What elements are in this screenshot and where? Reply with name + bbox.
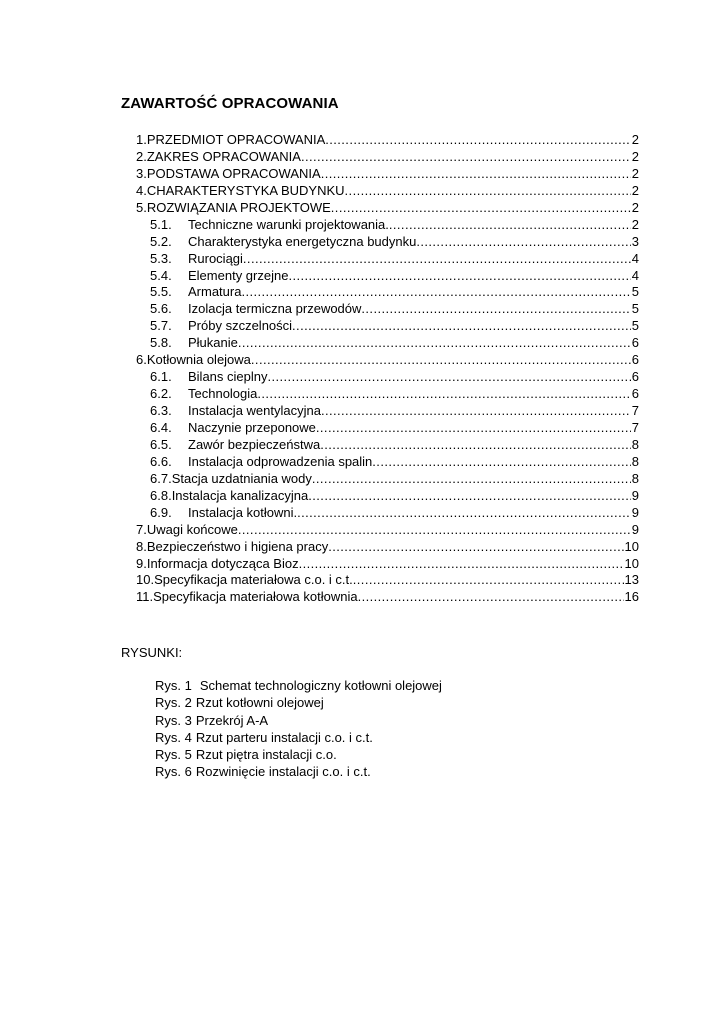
toc-entry-title: Armatura [188, 284, 242, 300]
toc-entry-title: Instalacja wentylacyjna [188, 403, 321, 419]
toc-entry[interactable] [136, 588, 639, 605]
toc-dot-leader [251, 351, 631, 368]
drawing-entry [155, 729, 442, 746]
toc-entry-page: 6 [631, 352, 639, 368]
toc-entry-title: PRZEDMIOT OPRACOWANIA [146, 132, 326, 147]
toc-dot-leader [358, 588, 624, 605]
toc-entry-title: Informacja dotycząca Bioz [146, 555, 299, 571]
toc-dot-leader [328, 538, 623, 555]
toc-entry-title: Charakterystyka energetyczna budynku [188, 233, 417, 249]
toc-entry-title: Techniczne warunki projektowania. [188, 216, 389, 232]
toc-entry-number: 4. [136, 182, 147, 198]
drawing-label: Rys. 4 [155, 729, 192, 745]
drawing-entry [155, 712, 442, 729]
toc-entry-page: 9 [631, 504, 639, 520]
toc-entry-number: 6.3. [150, 403, 172, 419]
toc-dot-leader [316, 419, 631, 436]
toc-dot-leader [297, 504, 631, 521]
toc-dot-leader [268, 368, 631, 385]
toc-dot-leader [345, 182, 631, 199]
toc-entry[interactable] [136, 351, 639, 368]
drawing-label: Rys. 3 [155, 712, 192, 728]
toc-entry[interactable] [150, 504, 639, 521]
toc-entry-page: 10 [624, 555, 639, 571]
toc-entry[interactable] [136, 131, 639, 148]
toc-entry-title: Rurociągi [188, 250, 243, 266]
toc-entry-title: Elementy grzejne [188, 267, 289, 283]
toc-entry-number: 5.2. [150, 233, 172, 249]
toc-entry-title: Próby szczelności [188, 318, 293, 334]
toc-entry-title: Naczynie przeponowe [188, 419, 316, 435]
toc-dot-leader [288, 267, 630, 284]
toc-entry-page: 2 [631, 132, 639, 147]
toc-dot-leader [389, 216, 631, 233]
toc-entry-title: PODSTAWA OPRACOWANIA [146, 165, 321, 181]
toc-entry-number: 6.2. [150, 386, 172, 402]
toc-entry-number: 5.7. [150, 318, 172, 334]
toc-entry-page: 9 [631, 521, 639, 537]
toc-entry-page: 8 [631, 453, 639, 469]
drawings-heading: RYSUNKI: [121, 645, 183, 660]
toc-entry[interactable] [136, 521, 639, 538]
toc-entry[interactable] [150, 419, 639, 436]
toc-entry-number: 6.7. [150, 470, 172, 486]
toc-dot-leader [292, 317, 631, 334]
toc-dot-leader [321, 165, 631, 182]
toc-entry-title: Instalacja odprowadzenia spalin [188, 453, 373, 469]
toc-entry[interactable] [136, 555, 639, 572]
toc-dot-leader [312, 470, 631, 487]
drawing-label: Rys. 6 [155, 764, 192, 780]
toc-dot-leader [238, 334, 631, 351]
toc-entry-page: 2 [631, 199, 639, 215]
toc-entry-number: 11. [136, 589, 154, 605]
toc-entry-number: 5.3. [150, 250, 172, 266]
toc-entry-title: Zawór bezpieczeństwa [188, 436, 321, 452]
toc-dot-leader [325, 131, 631, 148]
toc-entry-page: 6 [631, 386, 639, 402]
toc-dot-leader [372, 453, 630, 470]
toc-entry[interactable] [150, 402, 639, 419]
drawing-entry [155, 694, 442, 711]
toc-entry-title: Specyfikacja materiałowa c.o. i c.t. [154, 572, 353, 588]
toc-entry-page: 13 [624, 572, 639, 588]
toc-entry-page: 5 [631, 301, 639, 317]
toc-entry-number: 6.5. [150, 436, 172, 452]
toc-entry[interactable] [150, 487, 639, 504]
toc-dot-leader [241, 283, 630, 300]
toc-entry-number: 5. [136, 199, 147, 215]
toc-entry[interactable] [150, 334, 639, 351]
toc-entry-title: Izolacja termiczna przewodów [188, 301, 362, 317]
toc-entry-page: 3 [631, 233, 639, 249]
drawing-title: Schemat technologiczny kotłowni olejowej [199, 678, 442, 693]
drawing-label: Rys. 2 [155, 695, 192, 711]
toc-entry-number: 3. [136, 165, 147, 181]
toc-dot-leader [301, 148, 631, 165]
toc-entry[interactable] [150, 250, 639, 267]
toc-entry[interactable] [150, 436, 639, 453]
toc-entry-title: CHARAKTERYSTYKA BUDYNKU [146, 182, 345, 198]
toc-entry[interactable] [136, 165, 639, 182]
toc-entry-title: Specyfikacja materiałowa kotłownia [153, 589, 358, 605]
drawing-title: Rozwinięcie instalacji c.o. i c.t. [195, 764, 371, 780]
toc-entry-number: 2. [136, 148, 147, 164]
toc-entry[interactable] [150, 470, 639, 487]
toc-entry-title: Instalacja kotłowni. [188, 504, 298, 520]
toc-entry-title: Bilans cieplny [188, 369, 268, 385]
toc-entry-page: 2 [631, 182, 639, 198]
drawing-label: Rys. 5 [155, 747, 192, 763]
toc-entry-page: 4 [631, 250, 639, 266]
toc-entry-page: 8 [631, 470, 639, 486]
toc-entry-number: 5.4. [150, 267, 172, 283]
toc-entry-title: Instalacja kanalizacyjna [171, 487, 309, 503]
toc-entry[interactable] [150, 317, 639, 334]
toc-entry-page: 5 [631, 284, 639, 300]
toc-dot-leader [321, 402, 631, 419]
drawing-label: Rys. 1 [155, 678, 192, 693]
drawing-entry [155, 677, 442, 694]
toc-entry-title: Bezpieczeństwo i higiena pracy [146, 538, 329, 554]
toc-entry[interactable] [150, 216, 639, 233]
document-title: ZAWARTOŚĆ OPRACOWANIA [121, 95, 339, 112]
toc-entry-number: 5.6. [150, 301, 172, 317]
toc-entry-page: 4 [631, 267, 639, 283]
toc-entry[interactable] [136, 199, 639, 216]
toc-entry[interactable] [150, 368, 639, 385]
toc-dot-leader [331, 199, 631, 216]
toc-dot-leader [238, 521, 631, 538]
toc-entry[interactable] [150, 283, 639, 300]
toc-entry-page: 10 [624, 538, 639, 554]
toc-entry-page: 2 [631, 216, 639, 232]
toc-entry[interactable] [136, 538, 639, 555]
toc-entry-page: 6 [631, 335, 639, 351]
toc-entry-number: 5.8. [150, 335, 172, 351]
toc-entry-title: ROZWIĄZANIA PROJEKTOWE [146, 199, 331, 215]
toc-entry-title: Uwagi końcowe [146, 521, 238, 537]
toc-dot-leader [257, 385, 630, 402]
toc-entry[interactable] [150, 385, 639, 402]
toc-entry[interactable] [150, 453, 639, 470]
toc-entry-number: 5.5. [150, 284, 172, 300]
toc-entry[interactable] [136, 182, 639, 199]
toc-entry-number: 6.1. [150, 369, 172, 385]
toc-entry-number: 6.6. [150, 453, 172, 469]
toc-entry[interactable] [150, 267, 639, 284]
toc-dot-leader [243, 250, 631, 267]
toc-entry-number: 1. [136, 132, 147, 147]
toc-entry[interactable] [150, 233, 639, 250]
toc-entry-page: 7 [631, 419, 639, 435]
drawings-list [155, 677, 442, 781]
drawing-title: Przekrój A-A [195, 712, 269, 728]
toc-dot-leader [320, 436, 631, 453]
toc-dot-leader [361, 300, 630, 317]
toc-entry-number: 9. [136, 555, 147, 571]
toc-entry-page: 8 [631, 436, 639, 452]
drawing-entry [155, 746, 442, 763]
toc-entry-title: Kotłownia olejowa [146, 352, 251, 368]
drawing-title: Rzut kotłowni olejowej [195, 695, 324, 711]
toc-entry-number: 6.8. [150, 487, 172, 503]
toc-entry-page: 6 [631, 369, 639, 385]
toc-entry-title: Technologia [188, 386, 258, 402]
toc-entry-page: 7 [631, 403, 639, 419]
toc-entry-number: 6. [136, 352, 147, 368]
toc-entry[interactable] [136, 148, 639, 165]
toc-entry[interactable] [150, 300, 639, 317]
toc-entry-number: 8. [136, 538, 147, 554]
drawing-title: Rzut piętra instalacji c.o. [195, 747, 337, 763]
drawing-entry [155, 763, 442, 780]
toc-entry-page: 9 [631, 487, 639, 503]
toc-entry-number: 7. [136, 521, 147, 537]
toc-entry-number: 5.1. [150, 216, 172, 232]
toc-dot-leader [299, 555, 624, 572]
toc-dot-leader [353, 571, 624, 588]
drawing-title: Rzut parteru instalacji c.o. i c.t. [195, 729, 373, 745]
toc-entry[interactable] [136, 571, 639, 588]
toc-entry-number: 6.9. [150, 504, 172, 520]
toc-entry-page: 5 [631, 318, 639, 334]
toc-entry-number: 10. [136, 572, 155, 588]
toc-entry-page: 16 [624, 589, 639, 605]
toc-entry-number: 6.4. [150, 419, 172, 435]
toc-entry-title: ZAKRES OPRACOWANIA [146, 148, 301, 164]
toc-entry-title: Płukanie [188, 335, 238, 351]
toc-entry-page: 2 [631, 165, 639, 181]
toc-entry-title: Stacja uzdatniania wody [171, 470, 312, 486]
toc-dot-leader [308, 487, 631, 504]
toc-entry-page: 2 [631, 148, 639, 164]
toc-dot-leader [416, 233, 630, 250]
